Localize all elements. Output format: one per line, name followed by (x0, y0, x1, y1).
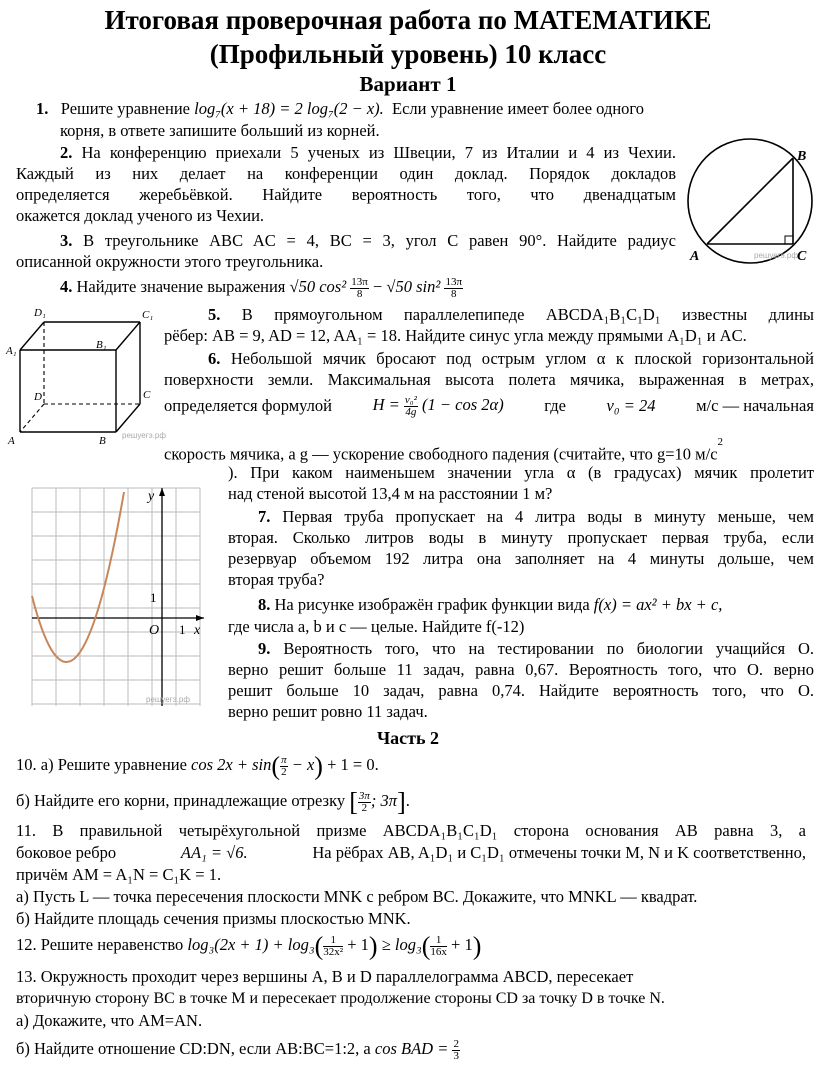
problem-9-line: Вероятность того, что на тестировании по биологии учащийся О. (283, 639, 815, 658)
problem-1-formula: log₇(x + 18) = 2 log₇(2 − x). (194, 99, 384, 118)
problem-9-number: 9. (258, 639, 271, 658)
problem-8-number: 8. (258, 595, 271, 614)
problem-10b: б) Найдите его корни, принадлежащие отрезку [ $\frac{3\pi}{2}$ ; 3π]. (16, 787, 410, 817)
label-d: D (34, 391, 42, 403)
problem-5-number: 5. (208, 305, 221, 324)
problem-12-lead: 12. Решите неравенство (16, 935, 184, 954)
problem-12-end: + 1 (451, 935, 473, 954)
problem-6-line4 (164, 436, 814, 465)
problem-10a-lead: 10. а) Решите уравнение (16, 755, 187, 774)
problem-9-line: решит больше 10 задач, равна 0,74. Найдите вероятность того, что О. (228, 681, 814, 700)
problem-2-line: определяется жеребьёвкой. Найдите вероятность того, что двенадцатым (16, 185, 676, 204)
problem-7 (228, 506, 814, 590)
problem-8-lead: На рисунке изображён график функции вида (274, 595, 590, 614)
problem-6-where: где (544, 396, 566, 416)
frac-den: 8 (356, 287, 363, 300)
problem-6-line: скорость мячика, а g — ускорение свободного падения (считайте, что g=10 м/с (164, 444, 718, 464)
problem-12-log1: log₃(2x + 1) + log₃ (187, 935, 315, 954)
problem-7-number: 7. (258, 507, 271, 526)
problem-6-line: ). При каком наименьшем значении угла α (в градусах) мячик пролетит (228, 463, 814, 482)
problem-13a: а) Докажите, что AM=AN. (16, 1011, 203, 1030)
label-b1: B₁ (96, 339, 107, 351)
problem-6-line: над стеной высотой 13,4 м на расстоянии 1 м? (228, 484, 553, 503)
watermark: решуегэ.рф (146, 695, 190, 704)
problem-5-line: В прямоугольном параллелепипеде ABCDA₁B₁C₁D₁ известны длины (241, 305, 814, 324)
problem-11b: б) Найдите площадь сечения призмы плоскостью MNK. (16, 909, 411, 928)
frac-num: 3π (358, 789, 370, 802)
circle-triangle-figure (684, 136, 816, 266)
problem-6-number: 6. (208, 349, 221, 368)
formula-rest: (1 − cos 2α) (422, 395, 504, 414)
problem-4-lead: Найдите значение выражения (76, 277, 286, 296)
formula-h: H = (372, 395, 400, 414)
problem-11-line3: причём AM = A₁N = C₁K = 1. (16, 865, 222, 884)
problem-2-line: На конференцию приехали 5 ученых из Швеции, 7 из Италии и 4 из Чехии. (81, 143, 677, 162)
problem-2-number: 2. (60, 143, 73, 162)
problem-4-sin: sin² (416, 277, 441, 296)
formula-v0: v₀ = 24 (606, 396, 656, 416)
problem-11-line2 (16, 842, 806, 863)
problem-13-line2: вторичную сторону BC в точке M и пересекает продолжение стороны CD за точку D в точке N. (16, 990, 665, 1007)
problem-3-line: описанной окружности этого треугольника. (16, 252, 324, 271)
problem-6 (164, 348, 814, 390)
watermark: решуегэ.рф (122, 431, 166, 440)
problem-1-number: 1. (36, 99, 49, 118)
label-c: C (797, 249, 807, 264)
variant-heading: Вариант 1 (359, 72, 457, 96)
problem-3 (16, 230, 676, 272)
label-a: A (8, 435, 15, 447)
label-one-y: 1 (150, 590, 157, 605)
label-b: B (99, 435, 106, 447)
problem-2 (16, 142, 676, 226)
problem-8-line2: где числа a, b и c — целые. Найдите f(-12) (228, 617, 525, 636)
problem-1-rest: Если уравнение имеет более одного (392, 99, 645, 118)
frac-den: 2 (361, 801, 368, 814)
label-x: x (194, 623, 201, 638)
problem-5 (164, 304, 814, 346)
problem-11a: а) Пусть L — точка пересечения плоскости MNK с ребром BC. Докажите, что MNKL — квадрат. (16, 887, 698, 906)
parabola-graph (28, 484, 208, 710)
problem-1-line2: корня, в ответе запишите больший из корней. (60, 121, 380, 140)
frac-num: 2 (453, 1037, 459, 1050)
problem-10a-formula-mid: − x (291, 755, 315, 774)
frac-den: 16x (430, 945, 447, 958)
problem-1-line1 (36, 98, 816, 119)
problem-4-sqrt: √50 (289, 277, 316, 296)
label-a: A (690, 249, 700, 264)
label-a1: A₁ (6, 345, 17, 357)
superscript: 2 (717, 436, 724, 448)
right-angle-mark (785, 236, 793, 244)
problem-7-line: вторая труба? (228, 570, 325, 589)
frac-num: 13π (445, 275, 462, 288)
problem-11-line1: 11. В правильной четырёхугольной призме ABCDA₁B₁C₁D₁ сторона основания AB равна 3, а (16, 821, 806, 840)
problem-9-line: верно решит ровно 11 задач. (228, 702, 428, 721)
problem-10b-tail: ; 3π (370, 791, 398, 810)
problem-11-formula: AA₁ = √6. (180, 843, 248, 862)
problem-7-line: Первая труба пропускает на 4 литра воды в минуту меньше, чем (282, 507, 814, 526)
frac-num: 1 (430, 935, 447, 947)
frac-den: 32x² (323, 945, 344, 958)
problem-9-line: верно решит больше 11 задач, равна 0,67. Вероятность того, что О. верно (228, 660, 814, 679)
problem-6-lead: определяется формулой (164, 396, 332, 416)
parabola-curve (32, 492, 124, 662)
problem-2-line: Каждый из них делает на конференции один доклад. Порядок докладов (16, 164, 676, 183)
frac-num: 1 (323, 935, 343, 947)
label-c: C (143, 389, 151, 401)
label-one-x: 1 (179, 622, 186, 637)
problem-11-lead: боковое ребро (16, 843, 117, 862)
problem-2-line: окажется доклад ученого из Чехии. (16, 206, 265, 225)
part-2-heading: Часть 2 (376, 728, 440, 748)
problem-4 (60, 276, 620, 300)
frac-den: 3 (453, 1049, 459, 1062)
problem-1-lead: Решите уравнение (60, 99, 190, 118)
problem-8-line1 (228, 594, 814, 615)
problem-3-number: 3. (60, 231, 73, 250)
problem-6-tail: м/с — начальная (696, 396, 814, 416)
problem-12-mid: + 1 (347, 935, 369, 954)
problem-6-formula-line (164, 394, 814, 418)
problem-8-formula: f(x) = ax² + bx + c, (593, 595, 723, 614)
problem-9 (228, 638, 814, 722)
problem-6-line: Небольшой мячик бросают под острым углом α к плоской горизонтальной (230, 349, 815, 368)
problem-13-line1: 13. Окружность проходит через вершины A, B и D параллелограмма ABCD, пересекает (16, 967, 634, 986)
problem-13b-lead: б) Найдите отношение CD:DN, если AB:BC=1:2, а (16, 1039, 371, 1058)
cuboid-figure (4, 304, 166, 447)
problem-10a-formula-pre: cos 2x + sin (191, 755, 272, 774)
label-origin: O (149, 623, 160, 638)
frac-num: π (281, 753, 287, 766)
problem-6-line: поверхности земли. Максимальная высота полета мячика, выраженная в метрах, (164, 370, 814, 389)
problem-13b-formula: cos BAD = (374, 1039, 449, 1058)
problem-11-rest: На рёбрах AB, A₁D₁ и C₁D₁ отмечены точки M, N и K соответственно, (312, 843, 806, 862)
frac-den: 8 (450, 287, 457, 300)
frac-num: v₀² (404, 393, 417, 406)
hypotenuse-ab (707, 158, 793, 244)
title-line1: Итоговая проверочная работа по МАТЕМАТИКЕ (104, 5, 712, 35)
frac-num: 13π (351, 275, 368, 288)
problem-10a-formula-post: + 1 = 0. (327, 755, 379, 774)
label-d1: D₁ (34, 307, 46, 319)
problem-13b (16, 1038, 806, 1062)
problem-10b-lead: б) Найдите его корни, принадлежащие отрезку (16, 791, 346, 810)
problem-4-minus: − (372, 277, 383, 296)
problem-12: 12. Решите неравенство log₃(2x + 1) + log₃( $\frac{1}{\text{32x²}}$ + 1) ≥ log₃( $\frac{1}{16x}$ + 1) (16, 931, 482, 961)
label-b: B (797, 149, 807, 164)
problem-3-line: В треугольнике ABC AC = 4, BC = 3, угол C равен 90°. Найдите радиус (83, 231, 676, 250)
problem-7-line: резервуар объемом 192 литра она заполняет на 4 минуты дольше, чем (228, 549, 814, 568)
problem-5-line: рёбер: AB = 9, AD = 12, AA₁ = 18. Найдите синус угла между прямыми A₁D₁ и AC. (164, 326, 747, 345)
frac-den: 2 (281, 765, 287, 778)
problem-4-cos: cos² (319, 277, 347, 296)
watermark: решуегэ.рф (754, 251, 798, 260)
problem-6-tail-lines (228, 462, 814, 504)
frac-den: 4g (405, 405, 417, 418)
problem-10a: 10. а) Решите уравнение cos 2x + sin( $\frac{\pi}{2}$ − x) + 1 = 0. (16, 751, 379, 781)
problem-4-sqrt-2: √50 (386, 277, 412, 296)
label-c1: C₁ (142, 309, 154, 321)
problem-7-line: вторая. Сколько литров воды в минуту пропускает первая труба, если (228, 528, 814, 547)
title-line2: (Профильный уровень) 10 класс (209, 39, 607, 69)
problem-4-number: 4. (60, 277, 73, 296)
label-y: y (148, 489, 155, 504)
y-axis-arrow (159, 488, 165, 496)
problem-12-ge: ≥ log₃ (381, 935, 422, 954)
